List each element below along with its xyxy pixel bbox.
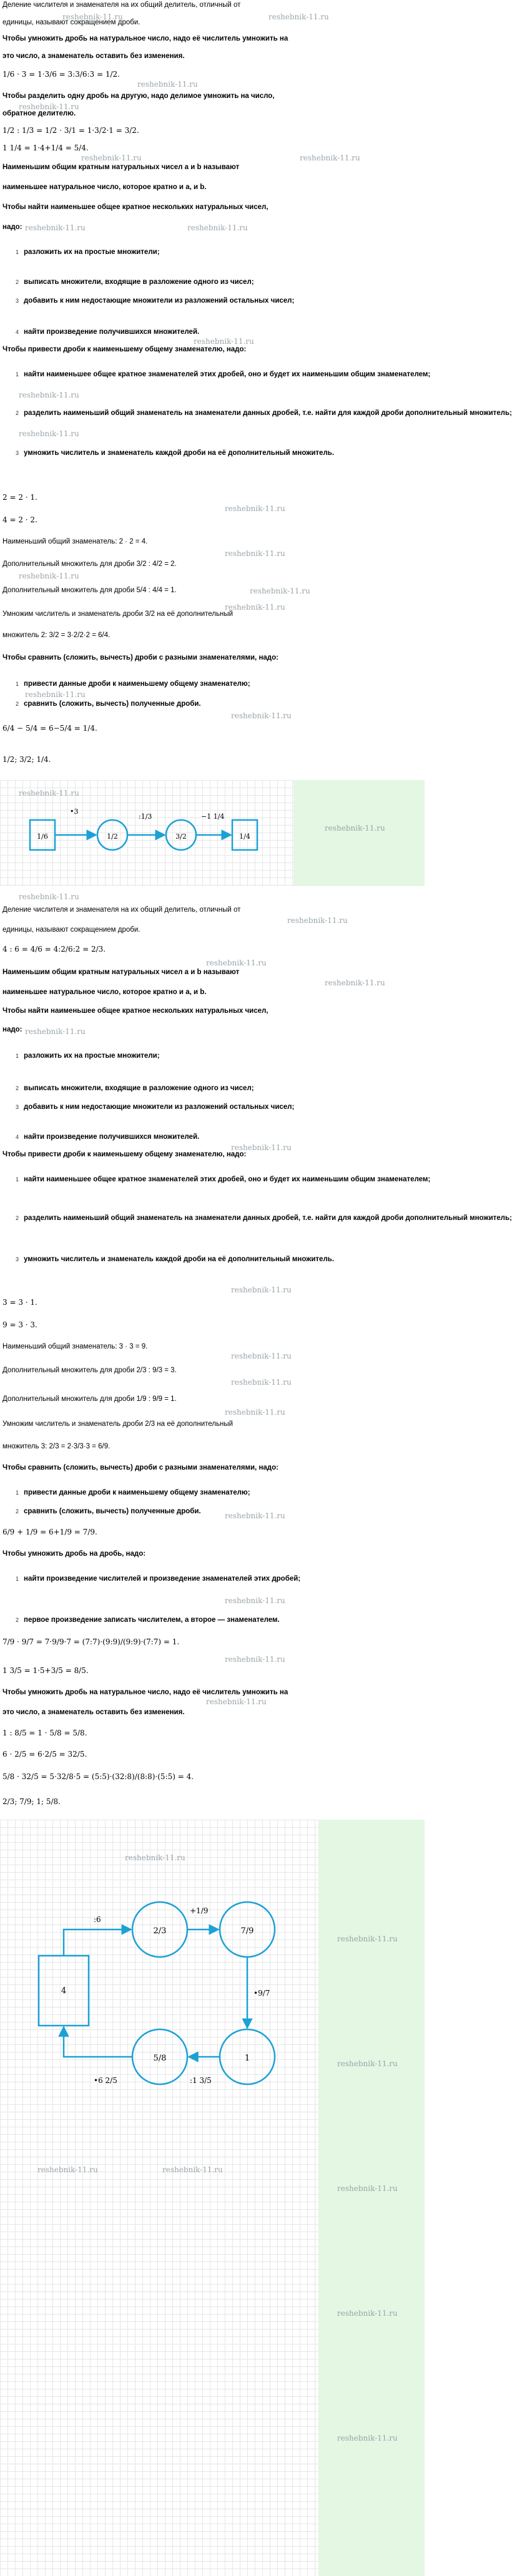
watermark: reshebnik-11.ru [231,1286,292,1294]
watermark: reshebnik-11.ru [19,572,79,580]
watermark: reshebnik-11.ru [300,154,360,162]
watermark: reshebnik-11.ru [19,391,79,399]
watermark: reshebnik-11.ru [337,2184,398,2193]
watermark: reshebnik-11.ru [19,429,79,438]
watermark: reshebnik-11.ru [19,892,79,901]
watermark: reshebnik-11.ru [187,223,248,232]
diagram2-op-2: +1/9 [190,1906,209,1915]
diagram2-op-4: :1 3/5 [190,2076,212,2085]
s2-eq3: 7/9 · 9/7 = 7·9/9·7 = (7:7)·(9:9)/(9:9)·(7:7) = 1. [2,1637,180,1646]
watermark: reshebnik-11.ru [231,1143,292,1152]
s2-eq1: 4 : 6 = 4/6 = 4:2/6:2 = 2/3. [2,945,106,954]
diagram1-op-1: •3 [70,807,79,816]
s2-eq6: 6 · 2/5 = 6·2/5 = 32/5. [2,1750,87,1759]
s2-p1b: единицы, называют сокращением дроби. [2,926,140,934]
s2-add2: Дополнительный множитель для дроби 1/9 : 9/9 = 1. [2,1395,177,1403]
watermark: reshebnik-11.ru [225,603,285,612]
diagram2-op-3: •9/7 [254,1989,270,1998]
s1-add-step-2: 2 сравнить (сложить, вычесть) полученные дроби. [15,700,201,708]
diagram2-circle-4-label: 5/8 [153,2054,167,2063]
s2-common-step-2: 2 разделить наименьший общий знаменатель на знаменатели данных дробей, т.е. найти для каждой дроби дополнительный множитель; [15,1214,512,1222]
s2-f2: 9 = 3 · 3. [2,1320,37,1329]
watermark: reshebnik-11.ru [225,1596,285,1605]
s1-eq5: 1/2; 3/2; 1/4. [2,755,51,764]
s1-p4b: наименьшее натуральное число, которое кратно и a, и b. [2,183,207,191]
s2-mul-step-1: 1 найти произведение числителей и произведение знаменателей этих дробей; [15,1575,301,1583]
watermark: reshebnik-11.ru [225,549,285,558]
s1-p4a: Наименьшим общим кратным натуральных чисел a и b называют [2,163,240,171]
diagram2-op-1: :6 [94,1915,101,1924]
s2-p1a: Деление числителя и знаменателя на их общий делитель, отличный от [2,906,241,914]
s2-lcm-step-2: 2 выписать множители, входящие в разложение одного из чисел; [15,1085,254,1092]
s1-add2: Дополнительный множитель для дроби 5/4 : 4/4 = 1. [2,587,177,594]
s2-lcm-step-3: 3 добавить к ним недостающие множители из разложений остальных чисел; [15,1103,295,1111]
diagram2-circle-3-label: 1 [244,2054,250,2063]
s2-p4b: наименьшее натуральное число, которое кратно и a, и b. [2,988,207,996]
s1-p3b: обратное делителю. [2,110,76,117]
watermark: reshebnik-11.ru [206,1697,267,1706]
s2-p7: Чтобы сравнить (сложить, вычесть) дроби с разными знаменателями, надо: [2,1464,278,1471]
watermark: reshebnik-11.ru [225,1655,285,1664]
s2-eq8: 2/3; 7/9; 1; 5/8. [2,1797,61,1806]
s1-p3a: Чтобы разделить одну дробь на другую, надо делимое умножить на число, [2,92,275,100]
watermark: reshebnik-11.ru [125,1853,185,1862]
s1-eq1: 1/6 · 3 = 1·3/6 = 3:3/6:3 = 1/2. [2,70,120,79]
diagram1-op-2: :1/3 [139,812,152,821]
s2-common-step-1: 1 найти наименьшее общее кратное знаменателей этих дробей, оно и будет их наименьшим общим знаменателем; [15,1176,431,1183]
s1-eq2: 1/2 : 1/3 = 1/2 · 3/1 = 1·3/2·1 = 3/2. [2,126,139,135]
watermark: reshebnik-11.ru [325,824,385,832]
diagram1-box-left-label: 1/6 [37,832,48,841]
s2-p4a: Наименьшим общим кратным натуральных чисел a и b называют [2,968,240,976]
diagram1-op-3: −1 1/4 [201,812,225,821]
s2-lcm-step-1: 1 разложить их на простые множители; [15,1052,160,1060]
s1-p2a: Чтобы умножить дробь на натуральное число, надо её числитель умножить на [2,35,288,42]
s1-mult2: множитель 2: 3/2 = 3·2/2·2 = 6/4. [2,632,111,639]
watermark: reshebnik-11.ru [231,711,292,720]
s2-eq5: 1 : 8/5 = 1 · 5/8 = 5/8. [2,1729,87,1737]
s2-mul-step-2: 2 первое произведение записать числителем, а второе — знаменателем. [15,1616,280,1624]
watermark: reshebnik-11.ru [25,1027,86,1036]
diagram2-circle-2-label: 7/9 [240,1926,254,1936]
diagram2-circle-1-label: 2/3 [153,1926,167,1936]
s1-p1a: Деление числителя и знаменателя на их общий делитель, отличный от [2,1,241,9]
s2-eq4: 1 3/5 = 1·5+3/5 = 8/5. [2,1666,89,1675]
s2-p6: Чтобы привести дроби к наименьшему общему знаменателю, надо: [2,1151,247,1158]
s2-add1: Дополнительный множитель для дроби 2/3 : 9/3 = 3. [2,1367,177,1374]
s2-p5a: Чтобы найти наименьшее общее кратное нескольких натуральных чисел, [2,1007,268,1015]
s1-lcm-step-4: 4 найти произведение получившихся множителей. [15,328,200,336]
s2-p2a: Чтобы умножить дробь на натуральное число, надо её числитель умножить на [2,1689,288,1696]
watermark: reshebnik-11.ru [25,690,86,699]
watermark: reshebnik-11.ru [337,2434,398,2442]
s1-p5a: Чтобы найти наименьшее общее кратное нескольких натуральных чисел, [2,203,268,211]
watermark: reshebnik-11.ru [37,2165,98,2174]
watermark: reshebnik-11.ru [250,587,310,595]
s1-common-step-3: 3 умножить числитель и знаменатель каждой дроби на её дополнительный множитель. [15,449,335,457]
diagram1-circle-1-label: 1/2 [107,832,118,841]
watermark: reshebnik-11.ru [206,959,267,967]
s1-add1: Дополнительный множитель для дроби 3/2 : 4/2 = 2. [2,560,177,568]
diagram1-box-right-label: 1/4 [239,832,250,841]
s2-p8: Чтобы умножить дробь на дробь, надо: [2,1550,146,1558]
s2-eq2: 6/9 + 1/9 = 6+1/9 = 7/9. [2,1528,97,1536]
watermark: reshebnik-11.ru [268,12,329,21]
s2-eq7: 5/8 · 32/5 = 5·32/8·5 = (5:5)·(32:8)/(8:8)·(5:5) = 4. [2,1772,194,1781]
s1-lcm-step-1: 1 разложить их на простые множители; [15,248,160,256]
watermark: reshebnik-11.ru [325,978,385,987]
watermark: reshebnik-11.ru [225,1511,285,1520]
diagram2-arrow-1 [64,1930,131,1956]
s2-mult1: Умножим числитель и знаменатель дроби 2/3 на её дополнительный [2,1420,234,1428]
s1-mult1: Умножим числитель и знаменатель дроби 3/2 на её дополнительный [2,610,234,618]
s1-eq4: 6/4 − 5/4 = 6−5/4 = 1/4. [2,724,97,733]
watermark: reshebnik-11.ru [287,916,348,925]
s1-lcm-step-3: 3 добавить к ним недостающие множители из разложений остальных чисел; [15,297,295,305]
s1-common-step-1: 1 найти наименьшее общее кратное знаменателей этих дробей, оно и будет их наименьшим общим знаменателем; [15,371,431,378]
s1-p2b: это число, а знаменатель оставить без изменения. [2,52,185,60]
s1-eq3: 1 1/4 = 1·4+1/4 = 5/4. [2,144,89,152]
watermark: reshebnik-11.ru [194,337,254,346]
s1-lcm-step-2: 2 выписать множители, входящие в разложение одного из чисел; [15,278,254,286]
s2-lcd: Наименьший общий знаменатель: 3 · 3 = 9. [2,1343,148,1350]
s1-common-step-2: 2 разделить наименьший общий знаменатель на знаменатели данных дробей, т.е. найти для каждой дроби дополнительный множитель; [15,409,512,417]
s2-common-step-3: 3 умножить числитель и знаменатель каждой дроби на её дополнительный множитель. [15,1256,335,1263]
s1-f1: 2 = 2 · 1. [2,493,37,502]
watermark: reshebnik-11.ru [337,2309,398,2318]
diagram2-box-label: 4 [61,1986,67,1996]
s1-f2: 4 = 2 · 2. [2,515,37,524]
watermark: reshebnik-11.ru [337,1934,398,1943]
s2-add-step-2: 2 сравнить (сложить, вычесть) полученные дроби. [15,1508,201,1515]
s1-p5b: надо: [2,223,22,231]
watermark: reshebnik-11.ru [81,154,142,162]
s2-f1: 3 = 3 · 1. [2,1298,37,1307]
s1-add-step-1: 1 привести данные дроби к наименьшему общему знаменателю; [15,680,250,688]
watermark: reshebnik-11.ru [137,80,198,89]
watermark: reshebnik-11.ru [162,2165,223,2174]
watermark: reshebnik-11.ru [62,12,123,21]
watermark: reshebnik-11.ru [231,1378,292,1387]
watermark: reshebnik-11.ru [337,2059,398,2068]
diagram1-circle-2-label: 3/2 [175,832,187,841]
watermark: reshebnik-11.ru [225,1408,285,1417]
watermark: reshebnik-11.ru [25,223,86,232]
watermark: reshebnik-11.ru [19,102,79,111]
diagram2-op-5: •6 2/5 [94,2076,117,2085]
diagram2-arrow-5 [64,2027,132,2057]
s1-p1b: единицы, называют сокращением дроби. [2,19,140,26]
s1-lcd: Наименьший общий знаменатель: 2 · 2 = 4. [2,538,148,545]
watermark: reshebnik-11.ru [19,789,79,798]
watermark: reshebnik-11.ru [225,504,285,513]
s2-p2b: это число, а знаменатель оставить без изменения. [2,1709,185,1716]
s2-mult2: множитель 3: 2/3 = 2·3/3·3 = 6/9. [2,1443,111,1450]
s1-p6: Чтобы привести дроби к наименьшему общему знаменателю, надо: [2,346,247,353]
diagram2 [0,1820,318,2207]
s1-p7: Чтобы сравнить (сложить, вычесть) дроби с разными знаменателями, надо: [2,654,278,661]
s2-p5b: надо: [2,1026,22,1033]
diagram1 [0,780,293,886]
watermark: reshebnik-11.ru [231,1352,292,1360]
s2-add-step-1: 1 привести данные дроби к наименьшему общему знаменателю; [15,1489,250,1496]
s2-lcm-step-4: 4 найти произведение получившихся множителей. [15,1133,200,1141]
